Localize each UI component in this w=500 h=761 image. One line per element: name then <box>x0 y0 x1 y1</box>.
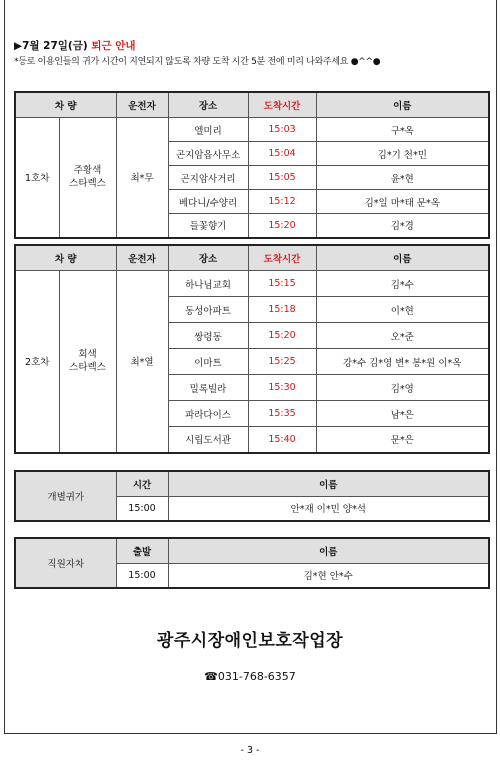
header-driver: 운전자 <box>116 245 168 271</box>
notice-text: *등로 이용인들의 귀가 시간이 지연되지 않도록 차량 도착 시간 5분 전에 미리 나와주세요 ●^^● <box>14 57 381 67</box>
stop-names: 남*은 <box>316 401 489 427</box>
individual-names: 안*재 이*민 양*석 <box>168 496 489 521</box>
header-time: 시간 <box>116 471 168 496</box>
table-row <box>15 118 489 142</box>
car2-driver: 최*열 <box>116 271 168 453</box>
header-depart: 출발 <box>116 538 168 563</box>
page-number: - 3 - <box>240 745 260 756</box>
stop-time: 15:18 <box>248 297 316 323</box>
phone-number: ☎031-768-6357 <box>204 670 296 683</box>
header-place: 장소 <box>168 92 248 118</box>
stop-time: 15:20 <box>248 323 316 349</box>
table-row <box>15 271 489 297</box>
header-names: 이름 <box>168 471 489 496</box>
car2-model: 회색 스타렉스 <box>59 271 116 453</box>
stop-time: 15:03 <box>248 118 316 142</box>
header-names: 이름 <box>316 92 489 118</box>
car2-label: 2호차 <box>15 271 59 453</box>
staff-names: 김*현 안*수 <box>168 563 489 588</box>
stop-place: 쌍령동 <box>168 323 248 349</box>
car2-schedule-table <box>14 244 490 454</box>
stop-time: 15:20 <box>248 214 316 238</box>
stop-place: 동성아파트 <box>168 297 248 323</box>
car2-header-row <box>15 245 489 271</box>
stop-time: 15:04 <box>248 142 316 166</box>
stop-place: 파라다이스 <box>168 401 248 427</box>
organization-name: 광주시장애인보호작업장 <box>156 631 344 651</box>
stop-names: 김*영 <box>316 375 489 401</box>
stop-time: 15:35 <box>248 401 316 427</box>
car1-driver: 최*무 <box>116 118 168 238</box>
staff-time: 15:00 <box>116 563 168 588</box>
stop-time: 15:15 <box>248 271 316 297</box>
stop-place: 곤지암읍사무소 <box>168 142 248 166</box>
stop-place: 하나님교회 <box>168 271 248 297</box>
stop-place: 이마트 <box>168 349 248 375</box>
stop-names: 이*현 <box>316 297 489 323</box>
car1-label: 1호차 <box>15 118 59 238</box>
header-arrival: 도착시간 <box>248 245 316 271</box>
stop-place: 들꽃향기 <box>168 214 248 238</box>
stop-names: 구*옥 <box>316 118 489 142</box>
table-row <box>15 471 489 496</box>
notice-title-highlight: 퇴근 안내 <box>91 40 136 52</box>
stop-time: 15:30 <box>248 375 316 401</box>
stop-time: 15:25 <box>248 349 316 375</box>
stop-names: 김*경 <box>316 214 489 238</box>
car1-header-row <box>15 92 489 118</box>
stop-place: 밀록빌라 <box>168 375 248 401</box>
header-place: 장소 <box>168 245 248 271</box>
stop-time: 15:40 <box>248 427 316 453</box>
individual-time: 15:00 <box>116 496 168 521</box>
stop-place: 곤지암사거리 <box>168 166 248 190</box>
individual-return-table <box>14 470 490 522</box>
stop-place: 엘미리 <box>168 118 248 142</box>
header-driver: 운전자 <box>116 92 168 118</box>
header-names: 이름 <box>316 245 489 271</box>
stop-place: 베다니/수양리 <box>168 190 248 214</box>
stop-place: 시립도서관 <box>168 427 248 453</box>
stop-names: 문*은 <box>316 427 489 453</box>
stop-names: 김*기 천*민 <box>316 142 489 166</box>
header-names: 이름 <box>168 538 489 563</box>
table-row <box>15 538 489 563</box>
staff-car-table <box>14 537 490 589</box>
notice-title-date: ▶7월 27일(금) <box>14 40 92 52</box>
staff-label: 직원자차 <box>15 538 116 588</box>
header-vehicle: 차 량 <box>15 245 116 271</box>
individual-label: 개별귀가 <box>15 471 116 521</box>
header-vehicle: 차 량 <box>15 92 116 118</box>
notice-title <box>14 38 136 53</box>
stop-names: 강*수 김*영 변* 봉*원 이*옥 <box>316 349 489 375</box>
stop-names: 김*일 마*태 문*옥 <box>316 190 489 214</box>
header-arrival: 도착시간 <box>248 92 316 118</box>
car1-schedule-table <box>14 91 490 239</box>
stop-names: 김*수 <box>316 271 489 297</box>
stop-time: 15:12 <box>248 190 316 214</box>
stop-time: 15:05 <box>248 166 316 190</box>
car1-model: 주황색 스타렉스 <box>59 118 116 238</box>
stop-names: 윤*현 <box>316 166 489 190</box>
stop-names: 오*준 <box>316 323 489 349</box>
